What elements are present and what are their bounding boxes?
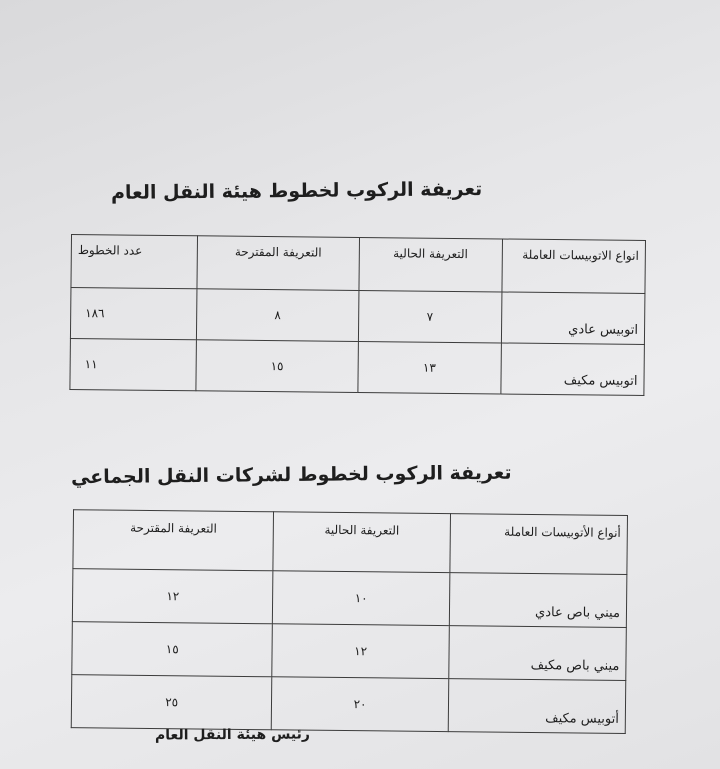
table-row [71, 675, 626, 734]
table1-title: تعريفة الركوب لخطوط هيئة النقل العام [110, 178, 483, 204]
header-proposed-fare: التعريفة المقترحة [197, 236, 360, 291]
proposed-fare-cell: ١٥ [72, 622, 273, 677]
header-current-fare: التعريفة الحالية [359, 237, 502, 291]
table-row [72, 569, 627, 628]
proposed-fare-cell: ١٥ [196, 340, 359, 393]
proposed-fare-cell: ٨ [196, 289, 359, 342]
bus-type-cell: ميني باص عادي [449, 573, 627, 628]
current-fare-cell: ٢٠ [272, 677, 449, 732]
current-fare-cell: ١٢ [272, 624, 449, 679]
collective-transport-fare-table [71, 509, 628, 734]
table-header-row [71, 234, 646, 293]
line-count-cell: ١١ [70, 338, 196, 390]
current-fare-cell: ١٠ [273, 571, 450, 626]
bus-type-cell: ميني باص مكيف [449, 626, 627, 681]
line-count-cell: ١٨٦ [70, 287, 196, 339]
bus-type-cell: اتوبيس مكيف [500, 343, 644, 395]
public-transport-fare-table [69, 234, 646, 396]
current-fare-cell: ١٣ [358, 341, 501, 393]
proposed-fare-cell: ٢٥ [71, 675, 272, 730]
table-row [70, 287, 645, 344]
header-proposed-fare: التعريفة المقترحة [73, 510, 274, 571]
bus-type-cell: اتوبيس عادي [501, 292, 645, 344]
table-header-row [73, 510, 628, 575]
current-fare-cell: ٧ [358, 290, 501, 342]
header-line-count: عدد الخطوط [71, 234, 197, 288]
header-bus-types: انواع الاتوبيسات العاملة [501, 239, 645, 293]
bus-type-cell: أتوبيس مكيف [448, 679, 626, 734]
header-current-fare: التعريفة الحالية [273, 512, 450, 573]
table2-title: تعريفة الركوب لخطوط لشركات النقل الجماعي [71, 461, 513, 489]
proposed-fare-cell: ١٢ [72, 569, 273, 624]
table-row [72, 622, 627, 681]
table-row [70, 338, 645, 395]
signature-line: رئيس هيئة النقل العام [155, 726, 311, 744]
header-bus-types: أنواع الأتوبيسات العاملة [450, 514, 628, 575]
